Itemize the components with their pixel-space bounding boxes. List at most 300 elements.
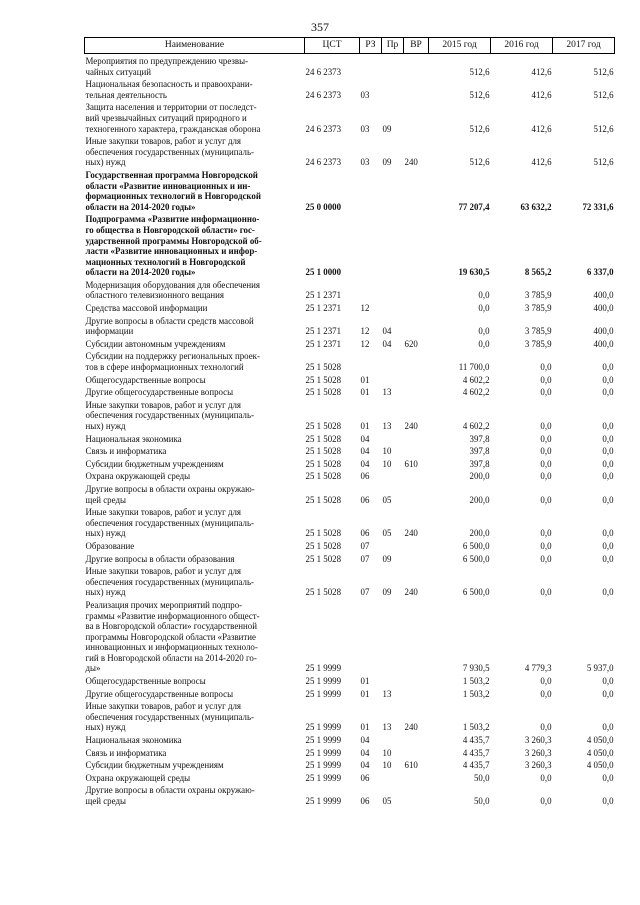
row-name: Национальная безопасность и правоохрани- тельная деятельность	[85, 79, 253, 100]
row-vr	[404, 432, 429, 445]
table-row	[85, 385, 615, 398]
row-2016: 3 785,9	[524, 326, 552, 337]
row-name: Другие вопросы в области охраны окружаю- щей среды	[85, 483, 255, 505]
row-2017: 0,0	[602, 446, 614, 457]
row-cst: 25 1 5028	[305, 553, 341, 564]
row-2017: 0,0	[602, 528, 614, 539]
row-cst: 25 1 9999	[305, 796, 341, 806]
row-pr: 05	[382, 494, 392, 505]
row-cst: 25 1 9999	[305, 663, 341, 674]
row-pr: 10	[382, 747, 392, 758]
row-cst: 25 1 5028	[305, 458, 341, 469]
row-2017: 512,6	[593, 89, 614, 100]
table-row	[85, 337, 615, 350]
row-vr: 240	[404, 528, 418, 539]
row-rz: 04	[360, 433, 370, 444]
row-cst: 25 1 5028	[305, 433, 341, 444]
row-rz: 06	[360, 494, 370, 505]
header-name: Наименование	[85, 38, 305, 54]
row-rz: 04	[360, 446, 370, 457]
row-vr: 610	[404, 458, 418, 469]
row-vr	[404, 212, 429, 278]
row-2015: 50,0	[473, 772, 490, 783]
table-row	[85, 564, 615, 598]
row-2017: 6 337,0	[586, 267, 614, 278]
row-2016: 0,0	[540, 446, 552, 457]
row-pr: 09	[382, 123, 392, 134]
row-pr	[382, 733, 404, 746]
row-vr	[404, 771, 429, 784]
row-name: Другие вопросы в области средств массовой информации	[85, 315, 254, 337]
row-cst: 25 1 2371	[305, 290, 341, 301]
row-vr	[404, 77, 429, 100]
row-2017: 400,0	[593, 338, 614, 349]
row-vr	[404, 539, 429, 552]
row-rz: 12	[360, 338, 370, 349]
row-2017: 0,0	[602, 772, 614, 783]
row-vr	[404, 444, 429, 457]
row-2016: 0,0	[540, 722, 552, 733]
row-name: Иные закупки товаров, работ и услуг для обеспечения государственных (муниципаль- ных) нужд	[85, 136, 254, 168]
row-name: Охрана окружающей среды	[85, 772, 191, 783]
row-cst: 25 1 9999	[305, 688, 341, 699]
row-vr	[404, 373, 429, 386]
row-2015: 4 602,2	[462, 387, 490, 398]
row-name: Мероприятия по предупреждению чрезвы- чайных ситуаций	[85, 56, 249, 77]
row-2017: 4 050,0	[586, 760, 614, 771]
row-name: Иные закупки товаров, работ и услуг для обеспечения государственных (муниципаль- ных) нужд	[85, 507, 254, 539]
row-2017: 0,0	[602, 471, 614, 482]
table-row	[85, 552, 615, 565]
row-name: Национальная экономика	[85, 433, 182, 444]
row-name: Другие вопросы в области охраны окружаю- щей среды	[85, 785, 255, 806]
row-rz: 01	[360, 374, 370, 385]
row-2015: 4 435,7	[462, 747, 490, 758]
row-pr: 05	[382, 796, 392, 806]
row-2017: 4 050,0	[586, 747, 614, 758]
row-name: Иные закупки товаров, работ и услуг для обеспечения государственных (муниципаль- ных) нужд	[85, 566, 254, 598]
row-2016: 0,0	[540, 676, 552, 687]
table-row	[85, 758, 615, 771]
row-2016: 0,0	[540, 458, 552, 469]
row-pr: 04	[382, 338, 392, 349]
row-name: Средства массовой информации	[85, 303, 208, 314]
row-2016: 3 785,9	[524, 338, 552, 349]
row-2015: 200,0	[469, 471, 490, 482]
row-2017: 0,0	[602, 387, 614, 398]
row-2016: 0,0	[540, 471, 552, 482]
table-row	[85, 134, 615, 168]
row-2016: 0,0	[540, 421, 552, 431]
row-2015: 1 503,2	[462, 676, 490, 687]
row-2016: 63 632,2	[520, 201, 552, 212]
row-rz: 01	[360, 688, 370, 699]
row-2015: 6 500,0	[462, 540, 490, 551]
row-pr: 13	[382, 387, 392, 398]
row-2015: 0,0	[478, 303, 490, 314]
row-rz: 06	[360, 471, 370, 482]
row-rz: 12	[360, 326, 370, 337]
row-vr	[404, 746, 429, 759]
row-2016: 3 260,3	[524, 747, 552, 758]
row-name: Модернизация оборудования для обеспечения областного телевизионного вещания	[85, 279, 260, 301]
row-pr: 09	[382, 553, 392, 564]
header-pr: Пр	[382, 38, 404, 54]
row-cst: 25 1 5028	[305, 471, 341, 482]
row-2017: 0,0	[602, 374, 614, 385]
row-cst: 25 1 9999	[305, 722, 341, 733]
row-vr: 610	[404, 760, 418, 771]
row-cst: 25 1 9999	[305, 747, 341, 758]
row-pr	[382, 54, 404, 78]
row-rz: 07	[360, 553, 370, 564]
row-cst: 24 6 2373	[305, 89, 341, 100]
row-2016: 0,0	[540, 433, 552, 444]
row-pr	[382, 674, 404, 687]
table-row	[85, 212, 615, 278]
row-2016: 3 260,3	[524, 760, 552, 771]
row-name: Субсидии автономным учреждениям	[85, 338, 226, 349]
row-rz: 01	[360, 421, 370, 431]
row-2015: 0,0	[478, 326, 490, 337]
row-2015: 6 500,0	[462, 587, 490, 598]
row-pr	[382, 212, 404, 278]
row-name: Субсидии бюджетным учреждениям	[85, 760, 224, 771]
row-name: Субсидии на поддержку региональных проек- тов в сфере информационных технологий	[85, 351, 260, 373]
row-name: Другие общегосударственные вопросы	[85, 387, 234, 398]
row-2015: 397,8	[469, 458, 490, 469]
row-rz	[360, 278, 382, 301]
row-vr	[404, 733, 429, 746]
row-2016: 0,0	[540, 362, 552, 373]
row-pr	[382, 539, 404, 552]
row-name: Государственная программа Новгородской области «Развитие инновационных и ин- формационных технологий в Новгородской области на 2014-2020 годы»	[85, 169, 261, 212]
row-2015: 19 630,5	[458, 267, 490, 278]
table-row	[85, 398, 615, 432]
row-vr	[404, 54, 429, 78]
row-2015: 512,6	[469, 89, 490, 100]
table-row	[85, 539, 615, 552]
row-2017: 512,6	[593, 123, 614, 134]
row-2016: 4 779,3	[524, 663, 552, 674]
row-2017: 0,0	[602, 676, 614, 687]
header-cst: ЦСТ	[305, 38, 360, 54]
budget-table	[84, 37, 615, 807]
row-2017: 512,6	[593, 157, 614, 168]
row-pr: 10	[382, 446, 392, 457]
table-row	[85, 457, 615, 470]
row-cst: 25 1 5028	[305, 387, 341, 398]
row-2016: 0,0	[540, 374, 552, 385]
table-row	[85, 505, 615, 539]
row-pr	[382, 469, 404, 482]
row-2015: 0,0	[478, 290, 490, 301]
table-row	[85, 168, 615, 212]
row-vr	[404, 552, 429, 565]
row-2016: 0,0	[540, 540, 552, 551]
row-rz	[360, 349, 382, 372]
row-pr: 09	[382, 157, 392, 168]
row-name: Подпрограмма «Развитие информационно- го общества в Новгородской области» гос- ударственной программы Новгородской об- ласти «Развитие инновационных и инфор- мационных технологий в Новгородской области на 2014-2020 годы»	[85, 214, 262, 278]
row-vr	[404, 100, 429, 134]
header-2015: 2015 год	[429, 38, 491, 54]
header-vr: ВР	[404, 38, 429, 54]
row-rz	[360, 212, 382, 278]
row-cst: 25 1 2371	[305, 303, 341, 314]
row-2016: 0,0	[540, 387, 552, 398]
row-cst: 25 1 5028	[305, 362, 341, 373]
row-2016: 0,0	[540, 494, 552, 505]
row-pr: 10	[382, 458, 392, 469]
row-2016: 412,6	[531, 157, 552, 168]
row-cst: 25 1 9999	[305, 760, 341, 771]
row-2017: 5 937,0	[586, 663, 614, 674]
row-name: Связь и информатика	[85, 747, 167, 758]
table-row	[85, 733, 615, 746]
row-2015: 200,0	[469, 528, 490, 539]
row-vr	[404, 168, 429, 212]
row-cst: 25 1 5028	[305, 528, 341, 539]
table-row	[85, 687, 615, 700]
row-rz: 04	[360, 760, 370, 771]
row-pr: 09	[382, 587, 392, 598]
row-2016: 0,0	[540, 553, 552, 564]
row-pr: 13	[382, 688, 392, 699]
row-vr	[404, 469, 429, 482]
row-2016: 0,0	[540, 772, 552, 783]
table-body	[85, 54, 615, 807]
row-cst: 25 1 5028	[305, 540, 341, 551]
row-2017: 512,6	[593, 66, 614, 77]
row-pr	[382, 349, 404, 372]
row-vr	[404, 314, 429, 337]
row-2017: 0,0	[602, 421, 614, 431]
row-rz	[360, 598, 382, 674]
row-rz: 06	[360, 772, 370, 783]
table-row	[85, 444, 615, 457]
row-vr: 240	[404, 587, 418, 598]
table-row	[85, 783, 615, 806]
row-cst: 25 1 2371	[305, 338, 341, 349]
row-name: Другие общегосударственные вопросы	[85, 688, 234, 699]
row-2015: 4 435,7	[462, 760, 490, 771]
row-vr: 240	[404, 722, 418, 733]
row-2017: 0,0	[602, 688, 614, 699]
table-row	[85, 482, 615, 505]
row-pr: 10	[382, 760, 392, 771]
row-name: Реализация прочих мероприятий подпро- граммы «Развитие информационного общест- ва в Новгородской области» государственной программы Новгородской области «Развитие инновационных и информационных техноло- гий в Новгородской области на 2014-2020 го- ды»	[85, 599, 260, 674]
table-row	[85, 674, 615, 687]
row-vr	[404, 482, 429, 505]
row-vr	[404, 278, 429, 301]
row-2016: 3 785,9	[524, 290, 552, 301]
row-2017: 72 331,6	[582, 201, 614, 212]
row-2016: 412,6	[531, 123, 552, 134]
table-row	[85, 314, 615, 337]
row-pr: 05	[382, 528, 392, 539]
row-pr	[382, 301, 404, 314]
row-cst: 25 1 9999	[305, 676, 341, 687]
table-row	[85, 349, 615, 372]
row-2017: 400,0	[593, 303, 614, 314]
row-2015: 50,0	[473, 796, 490, 806]
row-pr: 13	[382, 722, 392, 733]
row-rz: 04	[360, 735, 370, 746]
row-name: Общегосударственные вопросы	[85, 676, 206, 687]
row-name: Защита населения и территории от последст- вий чрезвычайных ситуаций природного и техногенного характера, гражданская оборона	[85, 102, 261, 134]
row-2015: 1 503,2	[462, 688, 490, 699]
table-header-row	[85, 38, 615, 54]
table-row	[85, 771, 615, 784]
row-2015: 1 503,2	[462, 722, 490, 733]
row-cst: 24 6 2373	[305, 123, 341, 134]
row-2016: 8 565,2	[524, 267, 552, 278]
row-2015: 512,6	[469, 157, 490, 168]
row-rz: 12	[360, 303, 370, 314]
row-rz: 03	[360, 89, 370, 100]
row-2016: 412,6	[531, 66, 552, 77]
row-cst: 25 1 9999	[305, 772, 341, 783]
row-rz: 04	[360, 747, 370, 758]
row-2017: 0,0	[602, 433, 614, 444]
row-cst: 25 1 5028	[305, 421, 341, 431]
row-vr	[404, 301, 429, 314]
row-name: Общегосударственные вопросы	[85, 374, 206, 385]
row-2016: 0,0	[540, 587, 552, 598]
row-2015: 4 602,2	[462, 374, 490, 385]
row-name: Связь и информатика	[85, 446, 167, 457]
row-pr	[382, 373, 404, 386]
table-row	[85, 373, 615, 386]
row-2017: 400,0	[593, 326, 614, 337]
table-row	[85, 100, 615, 134]
table-row	[85, 469, 615, 482]
row-cst: 25 1 5028	[305, 446, 341, 457]
row-2017: 0,0	[602, 722, 614, 733]
row-pr	[382, 771, 404, 784]
row-2016: 3 785,9	[524, 303, 552, 314]
table-row	[85, 278, 615, 301]
row-rz	[360, 54, 382, 78]
row-2015: 6 500,0	[462, 553, 490, 564]
table-row	[85, 301, 615, 314]
row-rz: 01	[360, 387, 370, 398]
row-2015: 0,0	[478, 338, 490, 349]
row-rz: 07	[360, 540, 370, 551]
table-row	[85, 699, 615, 733]
table-row	[85, 54, 615, 78]
row-pr: 13	[382, 421, 392, 431]
row-2015: 4 435,7	[462, 735, 490, 746]
row-vr	[404, 385, 429, 398]
row-cst: 25 0 0000	[305, 201, 341, 212]
row-name: Иные закупки товаров, работ и услуг для обеспечения государственных (муниципаль- ных) нужд	[85, 701, 254, 733]
row-2017: 0,0	[602, 587, 614, 598]
row-rz: 04	[360, 458, 370, 469]
row-rz: 07	[360, 587, 370, 598]
row-pr	[382, 598, 404, 674]
row-2015: 512,6	[469, 123, 490, 134]
row-cst: 24 6 2373	[305, 157, 341, 168]
page-number: 357	[311, 20, 329, 34]
row-pr	[382, 278, 404, 301]
row-cst: 25 1 2371	[305, 326, 341, 337]
row-2017: 0,0	[602, 362, 614, 373]
row-2017: 0,0	[602, 796, 614, 806]
row-2015: 4 602,2	[462, 421, 490, 431]
row-2015: 7 930,5	[462, 663, 490, 674]
header-2016: 2016 год	[491, 38, 553, 54]
row-2017: 400,0	[593, 290, 614, 301]
row-vr: 620	[404, 338, 418, 349]
row-2015: 11 700,0	[458, 362, 490, 373]
row-name: Образование	[85, 540, 135, 551]
row-2015: 397,8	[469, 433, 490, 444]
row-pr	[382, 168, 404, 212]
table-row	[85, 598, 615, 674]
row-cst: 25 1 5028	[305, 374, 341, 385]
header-2017: 2017 год	[553, 38, 615, 54]
row-name: Субсидии бюджетным учреждениям	[85, 458, 224, 469]
row-cst: 25 1 0000	[305, 267, 341, 278]
row-2017: 4 050,0	[586, 735, 614, 746]
row-pr	[382, 432, 404, 445]
row-2016: 0,0	[540, 796, 552, 806]
row-vr	[404, 349, 429, 372]
row-2015: 512,6	[469, 66, 490, 77]
row-cst: 25 1 9999	[305, 735, 341, 746]
row-rz: 03	[360, 157, 370, 168]
row-2015: 77 207,4	[458, 201, 490, 212]
row-rz: 06	[360, 796, 370, 806]
row-2017: 0,0	[602, 540, 614, 551]
table-row	[85, 432, 615, 445]
row-rz: 01	[360, 676, 370, 687]
row-rz: 03	[360, 123, 370, 134]
table-row	[85, 77, 615, 100]
row-2017: 0,0	[602, 553, 614, 564]
row-name: Другие вопросы в области образования	[85, 553, 235, 564]
row-name: Национальная экономика	[85, 735, 182, 746]
row-name: Иные закупки товаров, работ и услуг для обеспечения государственных (муниципаль- ных) нужд	[85, 399, 254, 431]
row-2017: 0,0	[602, 494, 614, 505]
row-pr	[382, 77, 404, 100]
row-rz	[360, 168, 382, 212]
row-cst: 25 1 5028	[305, 587, 341, 598]
row-cst: 24 6 2373	[305, 66, 341, 77]
row-vr: 240	[404, 421, 418, 431]
row-vr: 240	[404, 157, 418, 168]
row-2017: 0,0	[602, 458, 614, 469]
row-2016: 3 260,3	[524, 735, 552, 746]
row-vr	[404, 598, 429, 674]
row-2015: 200,0	[469, 494, 490, 505]
row-rz: 06	[360, 528, 370, 539]
row-pr: 04	[382, 326, 392, 337]
row-2015: 397,8	[469, 446, 490, 457]
row-2016: 412,6	[531, 89, 552, 100]
table-row	[85, 746, 615, 759]
row-cst: 25 1 5028	[305, 494, 341, 505]
row-2016: 0,0	[540, 688, 552, 699]
header-rz: РЗ	[360, 38, 382, 54]
row-vr	[404, 783, 429, 806]
row-vr	[404, 687, 429, 700]
row-2016: 0,0	[540, 528, 552, 539]
row-rz: 01	[360, 722, 370, 733]
row-vr	[404, 674, 429, 687]
row-name: Охрана окружающей среды	[85, 471, 191, 482]
